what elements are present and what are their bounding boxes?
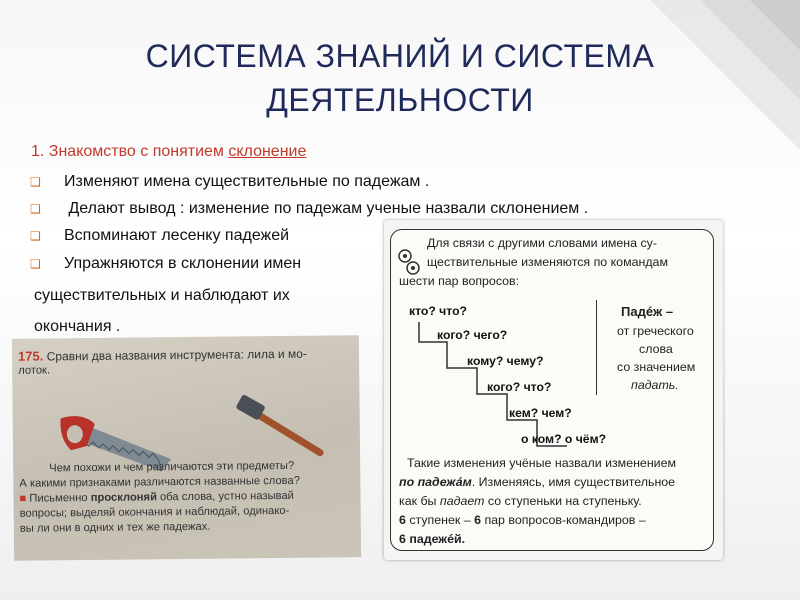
bullet-text: Упражняются в склонении имен: [64, 255, 302, 272]
exercise-text: вопросы; выделяй окончания и наблюдай, одинако-: [19, 504, 290, 520]
note-text: от греческого: [617, 324, 694, 338]
bullet-continuation: окончания .: [34, 318, 121, 335]
rule-text-part: как бы: [399, 494, 440, 508]
rule-text: Для связи с другими словами имена су-: [427, 236, 658, 250]
rule-keyword: по падежа́м: [399, 475, 472, 489]
rule-text: шести пар вопросов:: [399, 274, 520, 288]
note-title: Падéж –: [621, 304, 674, 319]
subtitle-prefix: 1. Знакомство с понятием: [31, 143, 229, 160]
exercise-number: 175.: [17, 348, 44, 364]
rule-text: 6 падежéй.: [399, 532, 466, 546]
bullet-text: Вспоминают лесенку падежей: [64, 227, 290, 244]
rule-text: ществительные изменяются по командам: [427, 255, 668, 269]
textbook-photo-left: [12, 335, 361, 561]
case-question: кем? чем?: [509, 406, 572, 420]
exercise-text-part: оба слова, устно называй: [156, 489, 294, 504]
rule-text-part: пар вопросов-командиров –: [481, 513, 646, 527]
bullet-text: Изменяют имена существительные по падежам .: [64, 173, 430, 190]
subtitle-term: склонение: [228, 143, 307, 160]
divider: [596, 300, 597, 395]
textbook-photo-right: [384, 220, 723, 560]
bullet-box-icon: ❑: [30, 229, 41, 243]
rule-text-part: . Изменяясь, имя существительное: [471, 475, 676, 489]
exercise-text: Чем похожи и чем различаются эти предметы?: [49, 459, 295, 475]
bullet-item: [30, 200, 588, 218]
rule-keyword: падает: [439, 494, 485, 508]
note-text: падать.: [631, 378, 679, 392]
exercise-keyword: просклоняй: [90, 491, 157, 505]
hammer-icon: [227, 391, 328, 462]
exercise-text: Сравни два названия инструмента: лила и мо-: [46, 346, 307, 364]
rule-number: 6: [399, 513, 406, 527]
case-question: кого? чего?: [437, 328, 508, 342]
bullet-item: [30, 173, 429, 191]
title-line-1: СИСТЕМА ЗНАНИЙ И СИСТЕМА: [145, 38, 655, 74]
rule-number: 6: [474, 513, 481, 527]
title-line-2: ДЕЯТЕЛЬНОСТИ: [266, 82, 534, 118]
rule-text: [399, 513, 646, 527]
bullet-item: [30, 255, 301, 273]
bullet-box-icon: ❑: [30, 175, 41, 189]
exercise-text: вы ли они в одних и тех же падежах.: [19, 520, 211, 535]
case-question: кого? что?: [487, 380, 552, 394]
case-question: кому? чему?: [467, 354, 544, 368]
rule-text: Такие изменения учёные назвали изменением: [407, 456, 676, 470]
bullet-box-icon: ❑: [30, 202, 41, 216]
exercise-text: А какими признаками различаются названные слова?: [19, 474, 300, 490]
exercise-header: [18, 346, 307, 364]
slide-title: [60, 34, 740, 122]
case-question: о ком? о чём?: [521, 432, 607, 446]
rule-text-part: ступенек –: [405, 513, 475, 527]
exercise-text-part: Письменно: [29, 492, 91, 505]
bullet-continuation: существительных и наблюдают их: [34, 287, 290, 304]
note-text: со значением: [617, 360, 696, 374]
case-question: кто? что?: [409, 304, 467, 318]
exercise-text: ■ Письменно просклоняй оба слова, устно называй: [19, 489, 294, 505]
note-text: слова: [639, 342, 673, 356]
rule-text: [399, 494, 642, 508]
bullet-item: [30, 227, 289, 245]
gears-icon: [397, 248, 421, 276]
subtitle: [31, 143, 306, 161]
rule-text-part: со ступеньки на ступеньку.: [484, 494, 642, 508]
exercise-text: лоток.: [18, 364, 51, 377]
bullet-box-icon: ❑: [30, 257, 41, 271]
rule-text: [399, 475, 675, 489]
rule-box: [390, 229, 714, 551]
bullet-text: Делают вывод : изменение по падежам ученые назвали склонением .: [64, 200, 589, 217]
